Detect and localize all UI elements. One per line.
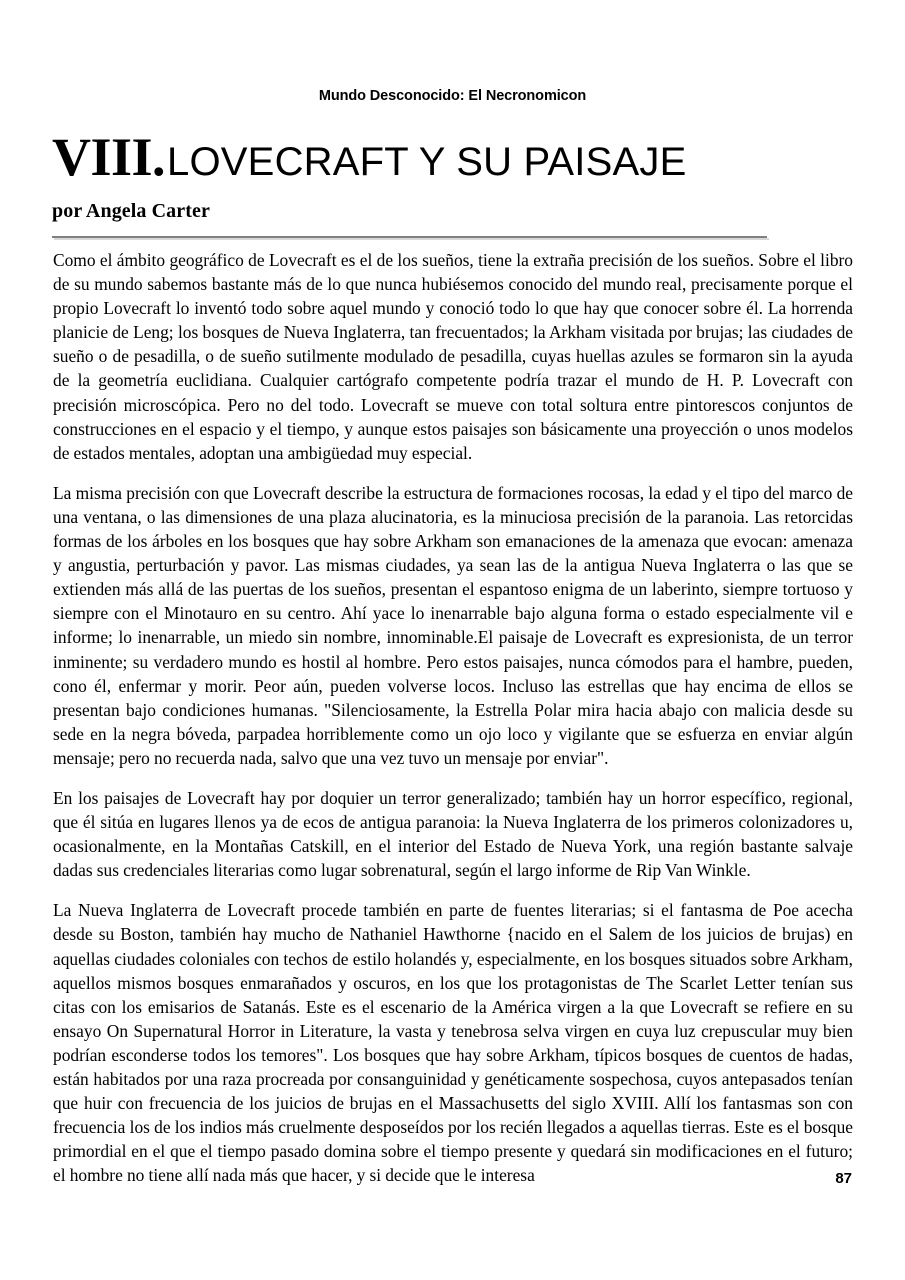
author-byline: por Angela Carter (52, 200, 210, 222)
chapter-heading (52, 127, 852, 187)
chapter-title: LOVECRAFT Y SU PAISAJE (167, 140, 687, 184)
paragraph: Como el ámbito geográfico de Lovecraft es el de los sueños, tiene la extraña precisión de los sueños. Sobre el libro de su mundo sabemos bastante más de lo que nunca hubiésemos conocido del mundo real, precisamente porque el propio Lovecraft lo inventó todo sobre aquel mundo y conoció todo lo que hay que conocer sobre él. La horrenda planicie de Leng; los bosques de Nueva Inglaterra, tan frecuentados; la Arkham visitada por brujas; las ciudades de sueño o de pesadilla, o de sueño sutilmente modulado de pesadilla, cuyas huellas azules se formaron sin la ayuda de la geometría euclidiana. Cualquier cartógrafo competente podría trazar el mundo de H. P. Lovecraft con precisión microscópica. Pero no del todo. Lovecraft se mueve con total soltura entre pintorescos conjuntos de construcciones en el espacio y el tiempo, y aunque estos paisajes son básicamente una proyección o unos modelos de estados mentales, adoptan una ambigüedad muy especial. (53, 250, 853, 463)
page-number: 87 (835, 1170, 852, 1187)
rule-bar (52, 236, 767, 238)
paragraph: La Nueva Inglaterra de Lovecraft procede también en parte de fuentes literarias; si el fantasma de Poe acecha desde su Boston, también hay mucho de Nathaniel Hawthorne {nacido en el Salem de los juicios de brujas) en aquellas ciudades coloniales con techos de estilo holandés y, especialmente, en los bosques situados sobre Arkham, aquellos mismos bosques enmarañados y oscuros, en los que los protagonistas de The Scarlet Letter tenían sus citas con los emisarios de Satanás. Este es el escenario de la América virgen a la que Lovecraft se refiere en su ensayo On Supernatural Horror in Literature, la vasta y tenebrosa selva virgen en cuya luz crepuscular muy bien podrían esconderse todos los temores". Los bosques que hay sobre Arkham, típicos bosques de cuentos de hadas, están habitados por una raza procreada por consanguinidad y genéticamente sospechosa, cuyos antepasados tenían que huir con frecuencia de los juicios de brujas en el Massachusetts del siglo XVIII. Allí los fantasmas son con frecuencia los de los indios más cruelmente desposeídos por los recién llegados a aquellas tierras. Este es el bosque primordial en el que el tiempo pasado domina sobre el tiempo presente y quedará sin modificaciones en el futuro; el hombre no tiene allí nada más que hacer, y si decide que le interesa (53, 900, 853, 1186)
horizontal-rule (52, 236, 767, 240)
paragraph: En los paisajes de Lovecraft hay por doquier un terror generalizado; también hay un horror específico, regional, que él sitúa en lugares llenos ya de ecos de antigua paranoia: la Nueva Inglaterra de los primeros colonizadores u, ocasionalmente, en la Montañas Catskill, en el interior del Estado de Nueva York, una región bastante salvaje dadas sus credenciales literarias como lugar sobrenatural, según el largo informe de Rip Van Winkle. (53, 787, 853, 881)
rule-shadow (54, 238, 769, 240)
paragraph: La misma precisión con que Lovecraft describe la estructura de formaciones rocosas, la edad y el tipo del marco de una ventana, o las dimensiones de una plaza alucinatoria, es la minuciosa precisión de la paranoia. Las retorcidas formas de los árboles en los bosques que hay sobre Arkham son emanaciones de la amenaza que evocan: amenaza y angustia, perturbación y pavor. Las mismas ciudades, ya sean las de la antigua Nueva Inglaterra o las que se extienden más allá de las puertas de los sueños, presentan el espantoso enigma de un laberinto, siempre tortuoso y siempre con el Minotauro en su centro. Ahí yace lo inenarrable bajo alguna forma o estado especialmente vil e informe; lo inenarrable, un miedo sin nombre, innominable.El paisaje de Lovecraft es expresionista, de un terror inminente; su verdadero mundo es hostil al hombre. Pero estos paisajes, nunca cómodos para el hambre, pueden, cono él, enfermar y morir. Peor aún, pueden volverse locos. Incluso las estrellas que hay encima de ellos se presentan bajo condiciones humanas. "Silenciosamente, la Estrella Polar mira hacia abajo con malicia desde su sede en la negra bóveda, parpadea horriblemente como un ojo loco y vigilante que se esfuerza en enviar algún mensaje; pero no recuerda nada, salvo que una vez tuvo un mensaje por enviar". (53, 482, 853, 768)
running-head: Mundo Desconocido: El Necronomicon (318, 88, 587, 104)
chapter-number: VIII. (52, 127, 166, 187)
body-text (53, 248, 853, 1187)
